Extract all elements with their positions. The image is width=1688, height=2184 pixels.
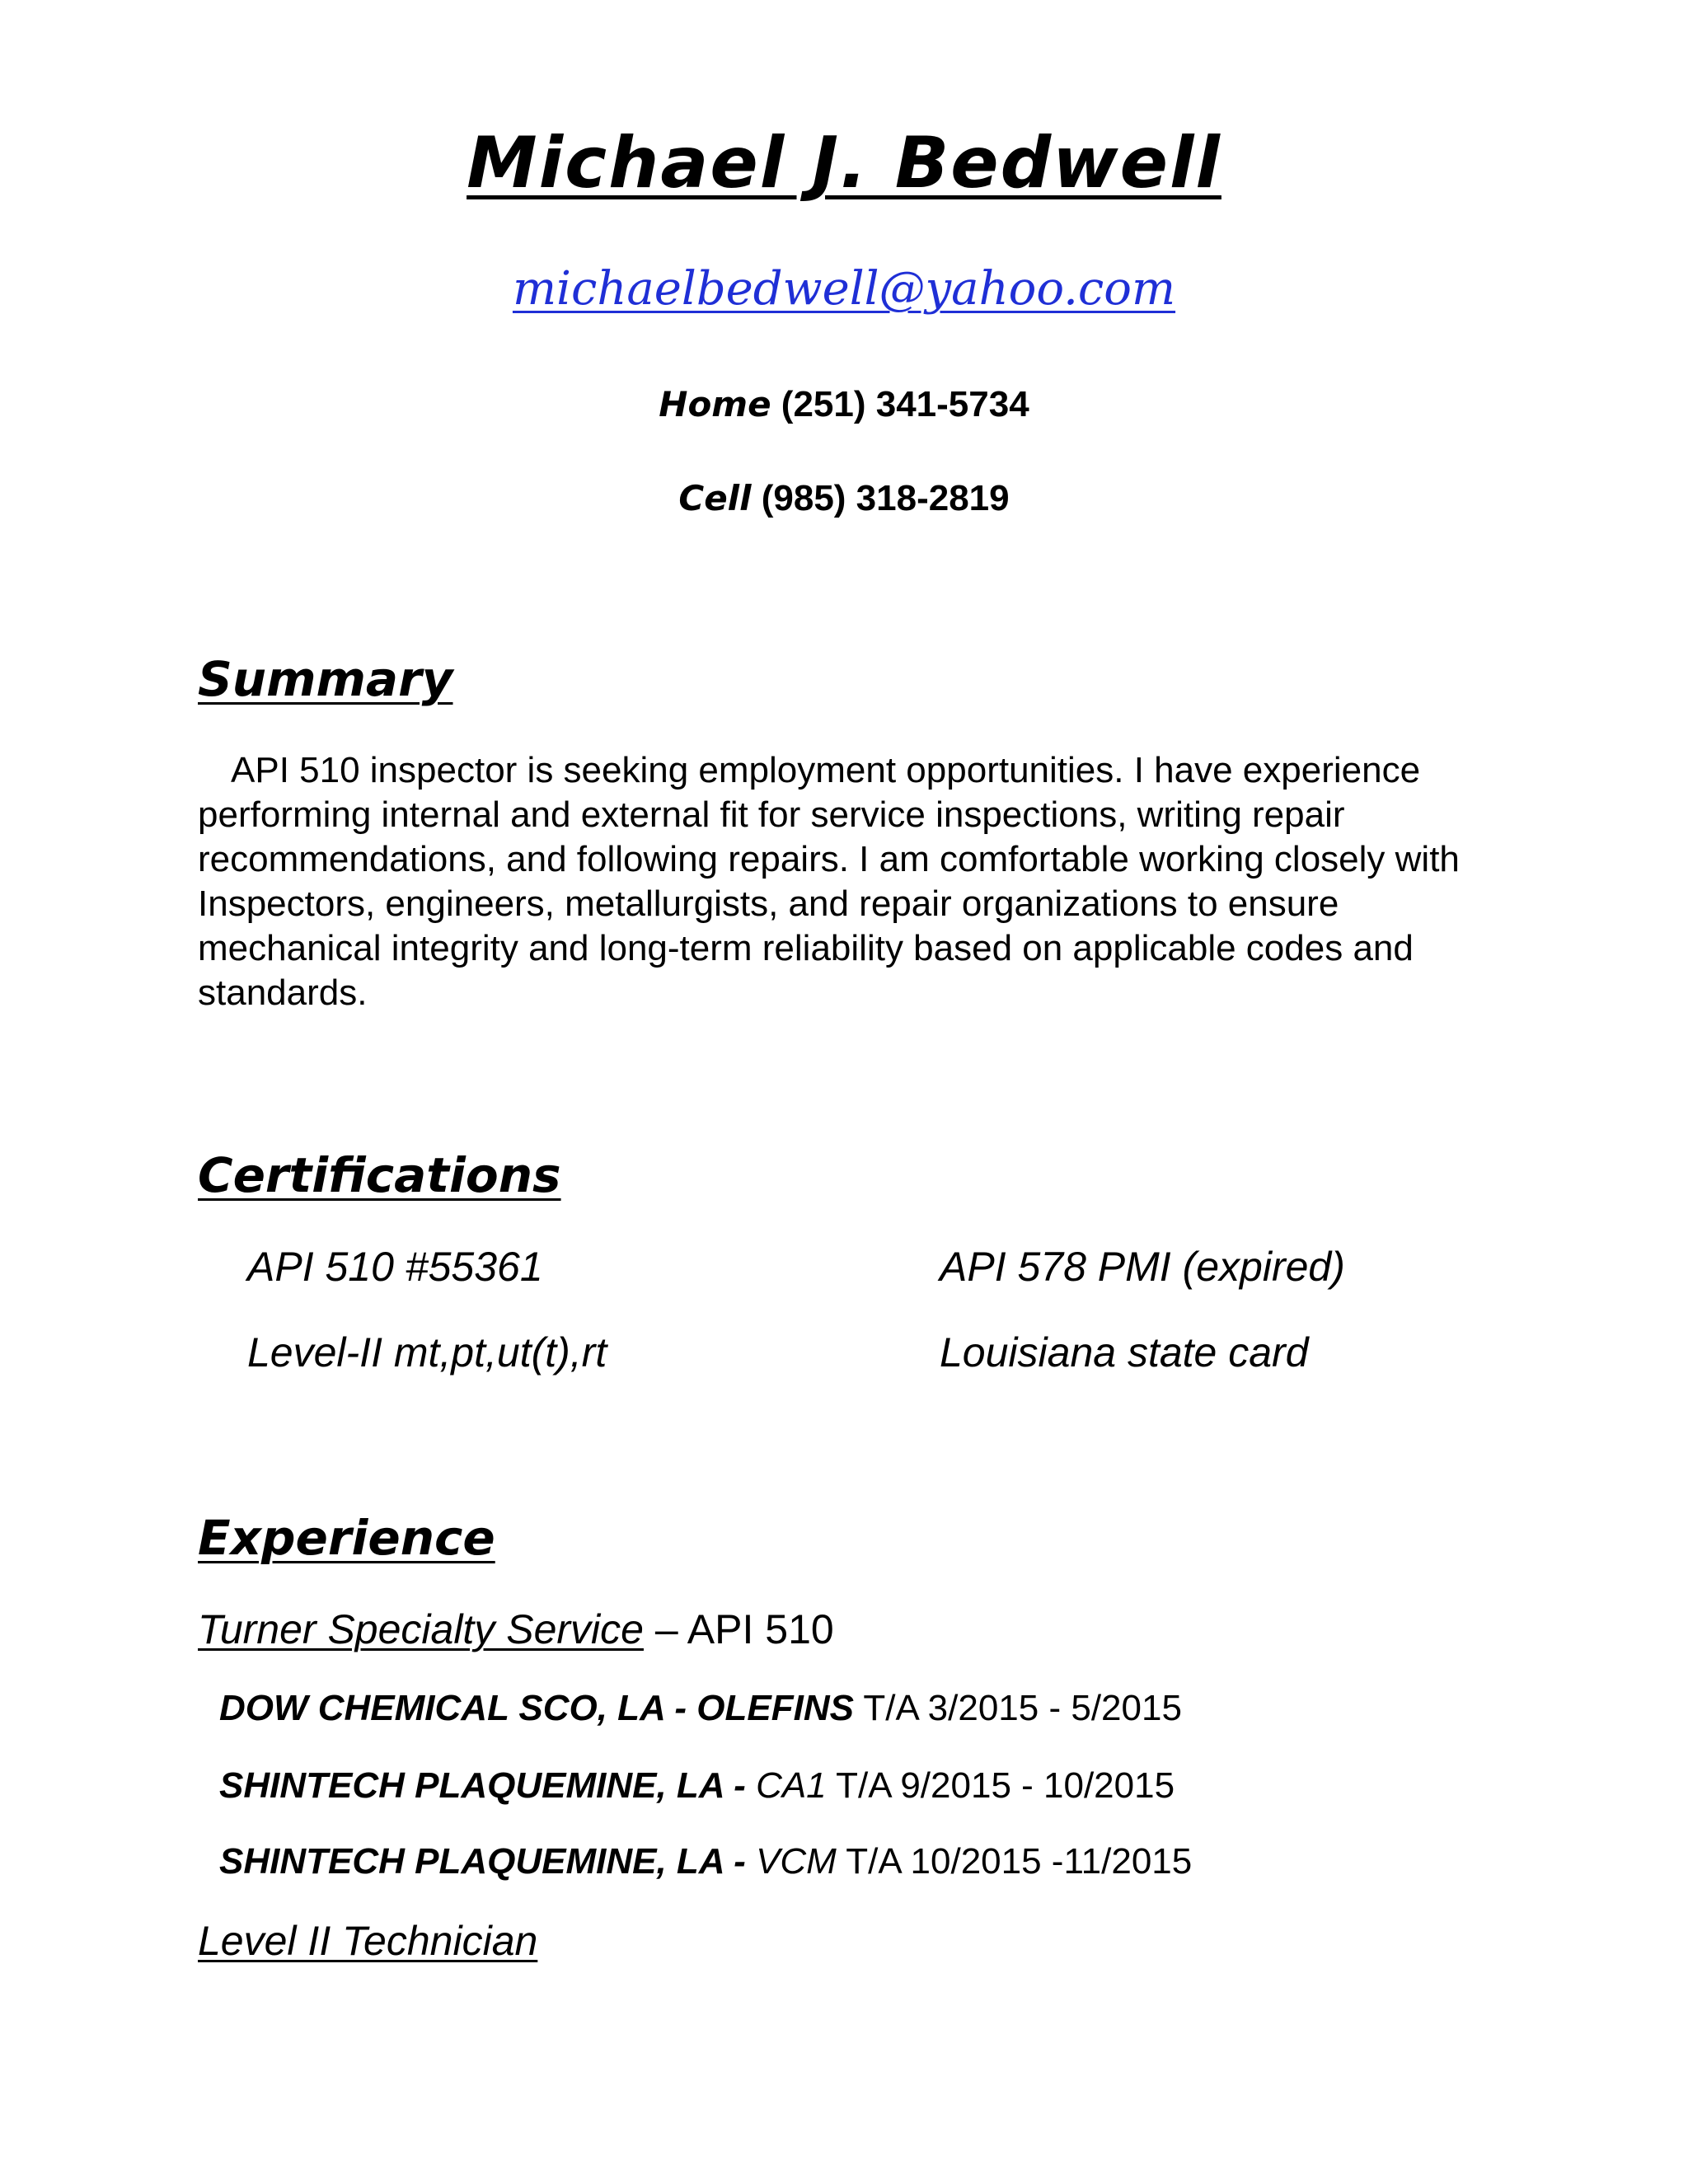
email-text[interactable]: michaelbedwell@yahoo.com [512, 262, 1176, 316]
candidate-name-text: Michael J. Bedwell [467, 122, 1221, 204]
cell-phone-line [0, 478, 1688, 519]
employer-role: – API 510 [654, 1606, 834, 1652]
job-site: SHINTECH PLAQUEMINE, LA - [219, 1841, 746, 1882]
home-phone-number: (251) 341-5734 [781, 384, 1029, 424]
cell-phone-number: (985) 318-2819 [761, 478, 1010, 518]
job-dates: T/A 9/2015 - 10/2015 [836, 1765, 1175, 1806]
employer-name: Turner Specialty Service [198, 1606, 644, 1652]
home-phone-label: Home [659, 384, 771, 424]
certification-item: API 510 #55361 [247, 1244, 543, 1290]
summary-paragraph: API 510 inspector is seeking employment opportunities. I have experience performing internal and external fit for service inspections, writing repair recommendations, and following repairs. I am comfortable working closely with Inspectors, engineers, metallurgists, and repair organizations to ensure mechanical integrity and long-term reliability based on applicable codes and standards. [198, 750, 1460, 1013]
certification-item: Louisiana state card [940, 1329, 1309, 1376]
certification-item: Level-II mt,pt,ut(t),rt [247, 1329, 607, 1376]
job-dates: T/A 10/2015 -11/2015 [846, 1841, 1193, 1882]
home-phone-line [0, 384, 1688, 425]
job-entry [219, 1688, 1182, 1729]
summary-heading: Summary [198, 651, 453, 707]
job-site: DOW CHEMICAL SCO, LA - OLEFINS [219, 1688, 854, 1728]
email-link[interactable] [0, 262, 1688, 316]
job-unit: VCM [756, 1841, 837, 1882]
certifications-heading: Certifications [198, 1147, 561, 1203]
job-site: SHINTECH PLAQUEMINE, LA - [219, 1765, 746, 1806]
job-entry [219, 1841, 1192, 1882]
experience-heading: Experience [198, 1510, 495, 1566]
job-entry [219, 1765, 1175, 1807]
technician-heading: Level II Technician [198, 1918, 538, 1964]
cell-phone-label: Cell [678, 478, 752, 518]
employer-line [198, 1605, 834, 1653]
candidate-name [0, 122, 1688, 204]
job-unit: CA1 [756, 1765, 827, 1806]
certification-item: API 578 PMI (expired) [940, 1244, 1345, 1290]
job-dates: T/A 3/2015 - 5/2015 [863, 1688, 1182, 1728]
